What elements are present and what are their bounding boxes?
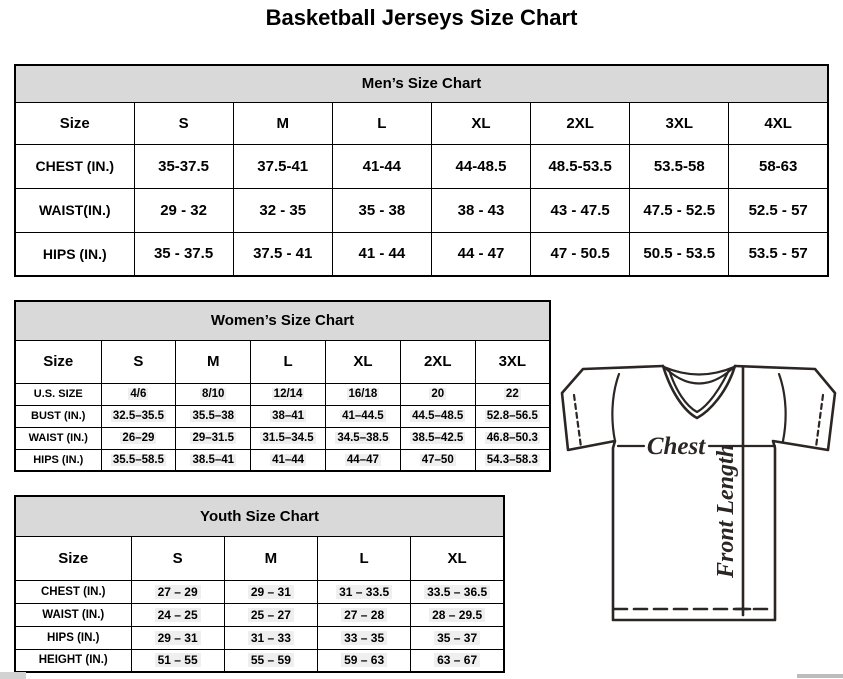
mens-table-caption: Men’s Size Chart bbox=[15, 65, 828, 102]
column-header: M bbox=[176, 340, 251, 383]
table-cell: 53.5-58 bbox=[630, 144, 729, 188]
table-cell: 26–29 bbox=[101, 427, 176, 449]
chest-label: Chest bbox=[646, 433, 706, 460]
table-cell: 29 – 31 bbox=[224, 580, 317, 603]
row-label: WAIST (IN.) bbox=[15, 427, 101, 449]
table-cell: 50.5 - 53.5 bbox=[630, 232, 729, 276]
jersey-outline bbox=[562, 366, 835, 620]
column-header: L bbox=[318, 536, 411, 580]
table-cell: 4/6 bbox=[101, 383, 176, 405]
column-header: 3XL bbox=[630, 102, 729, 144]
left-cuff-dashed-line bbox=[574, 395, 581, 447]
table-cell: 35 - 37.5 bbox=[134, 232, 233, 276]
page-title: Basketball Jerseys Size Chart bbox=[265, 5, 578, 30]
table-cell: 31 – 33.5 bbox=[318, 580, 411, 603]
table-cell: 48.5-53.5 bbox=[531, 144, 630, 188]
table-cell: 32.5–35.5 bbox=[101, 405, 176, 427]
table-cell: 25 – 27 bbox=[224, 603, 317, 626]
table-cell: 8/10 bbox=[176, 383, 251, 405]
column-header: S bbox=[134, 102, 233, 144]
row-label: CHEST (IN.) bbox=[15, 580, 131, 603]
table-cell: 38 - 43 bbox=[431, 188, 530, 232]
youth-header-row bbox=[15, 536, 504, 580]
column-header: Size bbox=[15, 536, 131, 580]
column-header: XL bbox=[431, 102, 530, 144]
column-header: L bbox=[251, 340, 326, 383]
table-cell: 44–47 bbox=[325, 449, 400, 471]
row-label: HIPS (IN.) bbox=[15, 232, 134, 276]
womens-size-chart-table bbox=[14, 300, 551, 472]
table-cell: 46.8–50.3 bbox=[475, 427, 550, 449]
table-cell: 35.5–58.5 bbox=[101, 449, 176, 471]
table-cell: 51 – 55 bbox=[131, 649, 224, 672]
table-cell: 41–44.5 bbox=[325, 405, 400, 427]
table-cell: 27 – 28 bbox=[318, 603, 411, 626]
table-cell: 35 – 37 bbox=[411, 626, 504, 649]
table-cell: 22 bbox=[475, 383, 550, 405]
table-cell: 29 - 32 bbox=[134, 188, 233, 232]
row-label: BUST (IN.) bbox=[15, 405, 101, 427]
table-cell: 44 - 47 bbox=[431, 232, 530, 276]
right-armhole-seam bbox=[779, 374, 786, 441]
mens-header-row bbox=[15, 102, 828, 144]
youth-size-chart-table bbox=[14, 495, 505, 673]
table-row bbox=[15, 449, 550, 471]
table-row bbox=[15, 232, 828, 276]
table-cell: 58-63 bbox=[729, 144, 828, 188]
table-cell: 53.5 - 57 bbox=[729, 232, 828, 276]
column-header: 3XL bbox=[475, 340, 550, 383]
table-cell: 32 - 35 bbox=[233, 188, 332, 232]
table-cell: 38–41 bbox=[251, 405, 326, 427]
table-row bbox=[15, 427, 550, 449]
table-row bbox=[15, 405, 550, 427]
table-cell: 31 – 33 bbox=[224, 626, 317, 649]
table-row bbox=[15, 144, 828, 188]
column-header: S bbox=[101, 340, 176, 383]
bottom-right-artifact bbox=[797, 674, 843, 678]
table-row bbox=[15, 188, 828, 232]
column-header: S bbox=[131, 536, 224, 580]
youth-table-caption: Youth Size Chart bbox=[15, 496, 504, 536]
table-cell: 29 – 31 bbox=[131, 626, 224, 649]
table-cell: 52.8–56.5 bbox=[475, 405, 550, 427]
table-cell: 27 – 29 bbox=[131, 580, 224, 603]
table-cell: 41–44 bbox=[251, 449, 326, 471]
column-header: 2XL bbox=[400, 340, 475, 383]
table-cell: 44-48.5 bbox=[431, 144, 530, 188]
table-cell: 38.5–42.5 bbox=[400, 427, 475, 449]
table-row bbox=[15, 603, 504, 626]
table-cell: 38.5–41 bbox=[176, 449, 251, 471]
mens-size-chart-table bbox=[14, 64, 829, 277]
jersey-measurement-diagram bbox=[556, 356, 843, 628]
table-row bbox=[15, 649, 504, 672]
front-length-label: Front Length bbox=[713, 443, 739, 579]
table-cell: 34.5–38.5 bbox=[325, 427, 400, 449]
column-header: L bbox=[332, 102, 431, 144]
right-cuff-dashed-line bbox=[816, 395, 823, 447]
table-cell: 52.5 - 57 bbox=[729, 188, 828, 232]
table-row bbox=[15, 580, 504, 603]
row-label: HIPS (IN.) bbox=[15, 626, 131, 649]
collar-back-line bbox=[664, 367, 734, 375]
column-header: XL bbox=[325, 340, 400, 383]
column-header: Size bbox=[15, 102, 134, 144]
table-cell: 29–31.5 bbox=[176, 427, 251, 449]
column-header: XL bbox=[411, 536, 504, 580]
table-cell: 20 bbox=[400, 383, 475, 405]
row-label: WAIST(IN.) bbox=[15, 188, 134, 232]
column-header: Size bbox=[15, 340, 101, 383]
table-cell: 37.5-41 bbox=[233, 144, 332, 188]
table-cell: 35-37.5 bbox=[134, 144, 233, 188]
row-label: HIPS (IN.) bbox=[15, 449, 101, 471]
table-cell: 35.5–38 bbox=[176, 405, 251, 427]
left-armhole-seam bbox=[612, 374, 619, 441]
table-cell: 41-44 bbox=[332, 144, 431, 188]
womens-header-row bbox=[15, 340, 550, 383]
table-cell: 33.5 – 36.5 bbox=[411, 580, 504, 603]
table-cell: 54.3–58.3 bbox=[475, 449, 550, 471]
table-cell: 35 - 38 bbox=[332, 188, 431, 232]
table-cell: 33 – 35 bbox=[318, 626, 411, 649]
table-cell: 59 – 63 bbox=[318, 649, 411, 672]
row-label: CHEST (IN.) bbox=[15, 144, 134, 188]
table-cell: 37.5 - 41 bbox=[233, 232, 332, 276]
table-cell: 28 – 29.5 bbox=[411, 603, 504, 626]
table-row bbox=[15, 626, 504, 649]
column-header: M bbox=[224, 536, 317, 580]
row-label: HEIGHT (IN.) bbox=[15, 649, 131, 672]
table-cell: 47 - 50.5 bbox=[531, 232, 630, 276]
table-cell: 41 - 44 bbox=[332, 232, 431, 276]
bottom-left-artifact bbox=[0, 672, 26, 679]
table-cell: 16/18 bbox=[325, 383, 400, 405]
table-cell: 47–50 bbox=[400, 449, 475, 471]
table-row bbox=[15, 383, 550, 405]
table-cell: 63 – 67 bbox=[411, 649, 504, 672]
column-header: 4XL bbox=[729, 102, 828, 144]
column-header: 2XL bbox=[531, 102, 630, 144]
table-cell: 44.5–48.5 bbox=[400, 405, 475, 427]
table-cell: 31.5–34.5 bbox=[251, 427, 326, 449]
row-label: U.S. SIZE bbox=[15, 383, 101, 405]
row-label: WAIST (IN.) bbox=[15, 603, 131, 626]
table-cell: 12/14 bbox=[251, 383, 326, 405]
womens-table-caption: Women’s Size Chart bbox=[15, 301, 550, 340]
column-header: M bbox=[233, 102, 332, 144]
table-cell: 55 – 59 bbox=[224, 649, 317, 672]
table-cell: 47.5 - 52.5 bbox=[630, 188, 729, 232]
table-cell: 43 - 47.5 bbox=[531, 188, 630, 232]
table-cell: 24 – 25 bbox=[131, 603, 224, 626]
